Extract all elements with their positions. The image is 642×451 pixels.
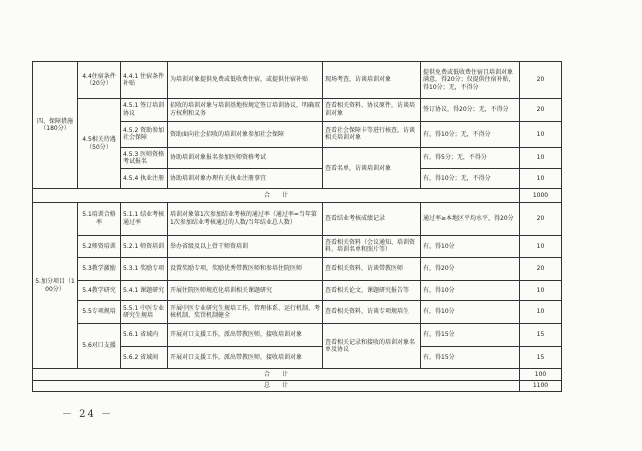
evaluation-content: 培训对象第1次参加结业考核的通过率（通过率=当年第1次参加结业考核通过的人数/当年结业总人数） [168, 202, 323, 235]
level3-indicator: 4.5.1 签订培训协议 [121, 99, 168, 122]
score: 15 [520, 324, 562, 347]
evaluation-method: 查看名单，访谈培训对象 [323, 148, 421, 189]
scoring-criteria: 签订协议，得20分；无，不得分 [421, 99, 520, 122]
score: 20 [520, 258, 562, 281]
scoring-criteria: 有，得15分 [421, 346, 520, 369]
level2-indicator: 5.4教学研究 [78, 280, 121, 301]
page-number: － 24 － [62, 409, 114, 420]
scoring-criteria: 有，得20分 [421, 258, 520, 281]
scoring-criteria: 提供免费或低收费住宿且培训对象满意，得20分；仅提供住宿补贴，得10分；无，不得分 [421, 62, 520, 99]
subtotal-score: 100 [520, 369, 562, 380]
scoring-criteria: 有，得10分 [421, 235, 520, 258]
subtotal-label: 合 计 [33, 189, 520, 202]
scoring-criteria: 有，得10分 [421, 301, 520, 324]
evaluation-method: 查看相关资料，访谈带教医师 [323, 258, 421, 281]
score: 10 [520, 148, 562, 169]
evaluation-content: 开展中医专业研究生规培工作，管理体系、运行机制、考核机制、奖罚机制健全 [168, 301, 323, 324]
evaluation-content: 协助培训对象办理有关执业注册事宜 [168, 168, 323, 189]
score: 15 [520, 346, 562, 369]
score: 20 [520, 202, 562, 235]
evaluation-content: 举办省级及以上骨干师资培训 [168, 235, 323, 258]
subtotal-label: 合 计 [33, 369, 520, 380]
evaluation-method: 查看相关论文、课题研究报告等 [323, 280, 421, 301]
level3-indicator: 5.4.1 课题研究 [121, 280, 168, 301]
table-row [33, 235, 562, 258]
level3-indicator: 4.5.3 医师资格考试报名 [121, 148, 168, 169]
table-row [33, 62, 562, 99]
scoring-criteria: 有，得10分 [421, 280, 520, 301]
evaluation-table [32, 61, 562, 392]
level2-indicator: 5.1培训合格率 [78, 202, 121, 235]
scoring-criteria: 通过率≥本地区平均水平，得20分 [421, 202, 520, 235]
evaluation-method: 查看相关记录和接收的培训对象名单及协议 [323, 324, 421, 369]
total-label: 总 计 [33, 380, 520, 391]
evaluation-content: 资助面向社会招收的培训对象参加社会保障 [168, 121, 323, 148]
score: 10 [520, 301, 562, 324]
table-row [33, 301, 562, 324]
evaluation-method: 查看结业考核成绩记录 [323, 202, 421, 235]
level3-indicator: 5.6.1 省域内 [121, 324, 168, 347]
level3-indicator: 5.3.1 奖励专项 [121, 258, 168, 281]
table-row [33, 324, 562, 347]
total-row [33, 380, 562, 391]
evaluation-method: 查看社会保障卡等进行核查，访谈相关培训对象 [323, 121, 421, 148]
scoring-criteria: 有，得10分；无，不得分 [421, 121, 520, 148]
level2-indicator: 5.6对口支援 [78, 324, 121, 369]
section-4-title: 四、保障措施（180分） [33, 62, 78, 189]
level3-indicator: 5.2.1 师资培训 [121, 235, 168, 258]
level2-indicator: 4.4住宿条件（20分） [78, 62, 121, 99]
evaluation-content: 开展住院医师规范化培训相关课题研究 [168, 280, 323, 301]
level2-indicator: 5.3教学激励 [78, 258, 121, 281]
evaluation-method: 查看相关资料、协议原件，访谈培训对象 [323, 99, 421, 122]
scoring-criteria: 有，得5分；无，不得分 [421, 148, 520, 169]
score: 10 [520, 235, 562, 258]
evaluation-content: 为培训对象提供免费或低收费住宿，或提供住宿补贴 [168, 62, 323, 99]
scoring-criteria: 有，得10分；无，不得分 [421, 168, 520, 189]
evaluation-method: 查看相关资料，访谈专项规培生 [323, 301, 421, 324]
level3-indicator: 5.1.1 结业考核通过率 [121, 202, 168, 235]
table-row [33, 258, 562, 281]
total-score: 1100 [520, 380, 562, 391]
level2-indicator: 4.5相关待遇（50分） [78, 99, 121, 189]
evaluation-content: 招收的培训对象与培训基地按规定签订培训协议，明确双方权利和义务 [168, 99, 323, 122]
score: 20 [520, 62, 562, 99]
level3-indicator: 4.4.1 住宿条件补贴 [121, 62, 168, 99]
score: 20 [520, 99, 562, 122]
score: 10 [520, 168, 562, 189]
level3-indicator: 4.5.4 执业注册 [121, 168, 168, 189]
level3-indicator: 5.5.1 中医专业研究生规培 [121, 301, 168, 324]
table-row [33, 99, 562, 122]
evaluation-content: 开展对口支援工作，派出带教医师，接收培训对象 [168, 346, 323, 369]
evaluation-content: 设置奖励专项，奖励优秀带教医师和参培住院医师 [168, 258, 323, 281]
evaluation-method: 现场考查，访谈培训对象 [323, 62, 421, 99]
score: 10 [520, 121, 562, 148]
section-5-title: 5.加分项目（100分） [33, 202, 78, 368]
level3-indicator: 4.5.2 资助参加社会保障 [121, 121, 168, 148]
evaluation-method: 查看相关资料（会议通知、培训资料、培训名单和照片等） [323, 235, 421, 258]
table-row [33, 202, 562, 235]
subtotal-row [33, 369, 562, 380]
scoring-criteria: 有，得15分 [421, 324, 520, 347]
level2-indicator: 5.2师资培训 [78, 235, 121, 258]
evaluation-content: 开展对口支援工作，派出带教医师，接收培训对象 [168, 324, 323, 347]
table-row [33, 280, 562, 301]
score: 10 [520, 280, 562, 301]
level2-indicator: 5.5专项规培 [78, 301, 121, 324]
evaluation-content: 协助培训对象报名参加医师资格考试 [168, 148, 323, 169]
level3-indicator: 5.6.2 省域间 [121, 346, 168, 369]
subtotal-row [33, 189, 562, 202]
subtotal-score: 1000 [520, 189, 562, 202]
